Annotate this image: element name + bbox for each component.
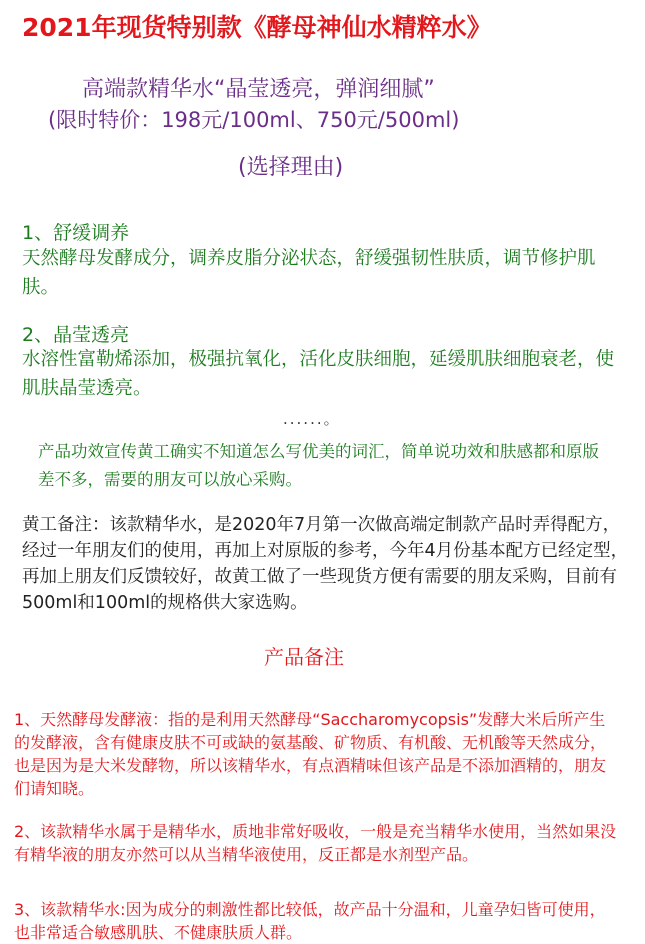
reason-1-body: 天然酵母发酵成分，调养皮脂分泌状态，舒缓强韧性肤质，调节修护肌肤。: [22, 248, 596, 298]
reason-2-title: 2、晶莹透亮: [22, 324, 130, 346]
product-note-2: 2、该款精华水属于是精华水，质地非常好吸收，一般是充当精华水使用，当然如果没有精华液的朋友亦然可以从当精华液使用，反正都是水剂型产品。: [14, 822, 617, 864]
effect-note: 产品功效宣传黄工确实不知道怎么写优美的词汇，简单说功效和肤感都和原版差不多，需要的朋友可以放心采购。: [38, 442, 599, 489]
page-title: 2021年现货特别款《酵母神仙水精粹水》: [22, 13, 492, 42]
ellipsis: ......。: [283, 410, 341, 428]
product-notes-heading: 产品备注: [264, 645, 344, 669]
product-note-1: 1、天然酵母发酵液：指的是利用天然酵母“Saccharomycopsis”发酵大米后所产生的发酵液，含有健康皮肤不可或缺的氨基酸、矿物质、有机酸、无机酸等天然成分，也是因为是大米发酵物，所以该精华水，有点酒精味但该产品是不添加酒精的，朋友们请知晓。: [14, 710, 607, 798]
subtitle-price: (限时特价：198元/100ml、750元/500ml): [48, 108, 460, 132]
reason-1-title: 1、舒缓调养: [22, 222, 130, 244]
subtitle-slogan: 高端款精华水“晶莹透亮，弹润细腻”: [82, 77, 435, 102]
product-note-3: 3、该款精华水:因为成分的刺激性都比较低，故产品十分温和，儿童孕妇皆可使用，也非常适合敏感肌肤、不健康肤质人群。: [14, 900, 606, 942]
huang-note: 黄工备注：该款精华水，是2020年7月第一次做高端定制款产品时弄得配方，经过一年朋友们的使用，再加上对原版的参考，今年4月份基本配方已经定型，再加上朋友们反馈较好，故黄工做了一些现货方便有需要的朋友采购，目前有500ml和100ml的规格供大家选购。: [22, 515, 629, 613]
reason-heading: (选择理由): [238, 155, 344, 180]
reason-2-body: 水溶性富勒烯添加，极强抗氧化，活化皮肤细胞，延缓肌肤细胞衰老，使肌肤晶莹透亮。: [22, 349, 615, 399]
